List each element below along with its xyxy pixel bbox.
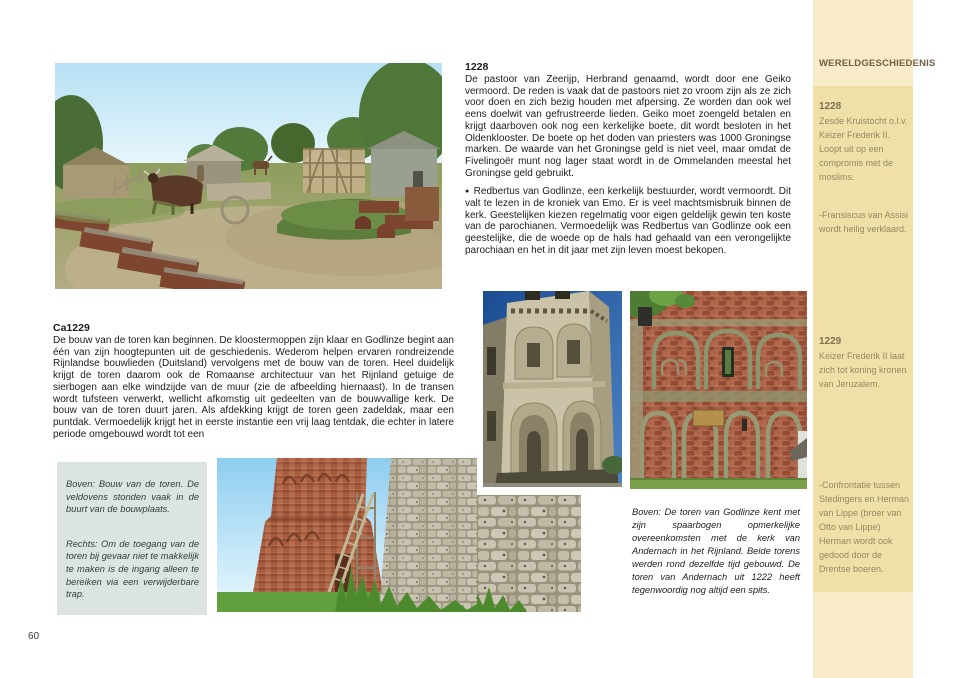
paragraph-heading-1228: 1228 (465, 61, 489, 73)
paragraph-1228-body: De pastoor van Zeerijp, Herbrand genaamd, wordt door ene Geiko vermoord. De reden is vaak dat de pastoors niet zo vroom zijn als ze zich voor doen en zich bezig houden met afpersing. Ze worden dan ook wel eens doelwit van gefrustreerde lieden. Geiko moet zoengeld betalen en krijgt daarboven ook nog een kerkelijke boete, dit wordt besloten in het Oldenklooster. De boete op het doden van priesters was 1000 Groningse marken. De waarde van het Groningse geld is niet veel, maar omdat de Fivelingoër munt nog lager staat wordt in de Ommelanden meestal het Groningse geld gebruikt. (465, 74, 791, 179)
tower-render-image (217, 458, 477, 612)
paragraph-redbertus (465, 186, 791, 256)
sidebar-note-stedingers: -Confrontatie tussen Stedingers en Herman van Lippe (broer van Otto van Lippe) Herman wordt ook gedood door de Drentse boeren. (819, 480, 910, 574)
sidebar-entry-1228 (819, 100, 910, 184)
sidebar-timeline-block (813, 86, 913, 592)
tufa-wall-closeup-image (477, 495, 581, 612)
caption-godlinze-andernach: Boven: De toren van Godlinze kent met zijn spaarbogen opmerkelijke overeenkomsten met de kerk van Andernach in het Rijnland. Beide torens werden rond dezelfde tijd gebouwd. De toren van Andernach uit 1222 heeft tegenwoordig nog altijd een spits. (632, 507, 800, 595)
bullet-dot-icon: ● (465, 188, 470, 196)
caption-boven-bouw: Boven: Bouw van de toren. De veldovens stonden vaak in de buurt van de bouwplaats. (66, 479, 199, 515)
sidebar-entry-1229 (819, 335, 910, 391)
paragraph-heading-ca1229: Ca1229 (53, 322, 90, 334)
sidebar-text-1229: Keizer Frederik II laat zich tot koning kronen van Jeruzalem. (819, 351, 907, 389)
sidebar-title: WERELDGESCHIEDENIS (819, 58, 936, 69)
sidebar-world-history (813, 0, 936, 678)
construction-scene-image (55, 63, 442, 289)
page-number: 60 (28, 631, 40, 642)
article-column-1228 (465, 60, 791, 257)
andernach-tower-photo (483, 291, 622, 487)
paragraph-ca1229-body: De bouw van de toren kan beginnen. De kloostermoppen zijn klaar en Godlinze begint aan één van zijn hoogtepunten uit de geschiedenis. Wederom helpen ervaren rondreizende Rijnlandse bouwlieden (Duitsland) vervolgens met de bouw van de toren. Heel duidelijk krijgt de toren daarom ook de Romaanse architectuur van het Rijnland getuige de sierbogen aan elke windzijde van de muur (zie de afbeelding hiernaast). In de transen wordt tufsteen verwerkt, wellicht afkomstig uit gedeelten van de bouwvallige kerk. De bouw van de toren duurt jaren. Als afdekking krijgt de toren geen zadeldak, maar een puntdak. Vermoedelijk krijgt het in eerste instantie een vrij laag tentdak, die echter in latere periode omgebouwd wordt tot een (53, 335, 454, 440)
godlinze-wall-photo (630, 291, 807, 489)
sidebar-text-1228: Zesde Kruistocht o.l.v. Keizer Frederik II. Loopt uit op een compromis met de moslims. (819, 116, 908, 182)
caption-box (57, 462, 207, 615)
sidebar-year-1228: 1228 (819, 101, 842, 112)
paragraph-redbertus-body: Redbertus van Godlinze, een kerkelijk bestuurder, wordt vermoordt. Dit valt te lezen in de kroniek van Emo. Er is veel machtsmisbruik binnen de kerk. Geestelijken kiezen regelmatig voor eigen geldelijk gewin ten koste van de parochianen. Vermoedelijk was Redbertus van Godlinze ook een geestelijke, die de woede op de hals had gehaald van een verongelijkte parochiaan en het in dit jaar met zijn leven moest bekopen. (465, 186, 791, 256)
article-column-ca1229 (53, 321, 454, 440)
caption-rechts-toegang: Rechts: Om de toegang van de toren bij gevaar niet te makkelijk te maken is de ingang alleen te bereiken via een verwijderbare trap. (66, 538, 199, 600)
sidebar-year-1229: 1229 (819, 336, 842, 347)
sidebar-note-franciscus: -Fransiscus van Assisi wordt heilig verklaard. (819, 210, 909, 234)
